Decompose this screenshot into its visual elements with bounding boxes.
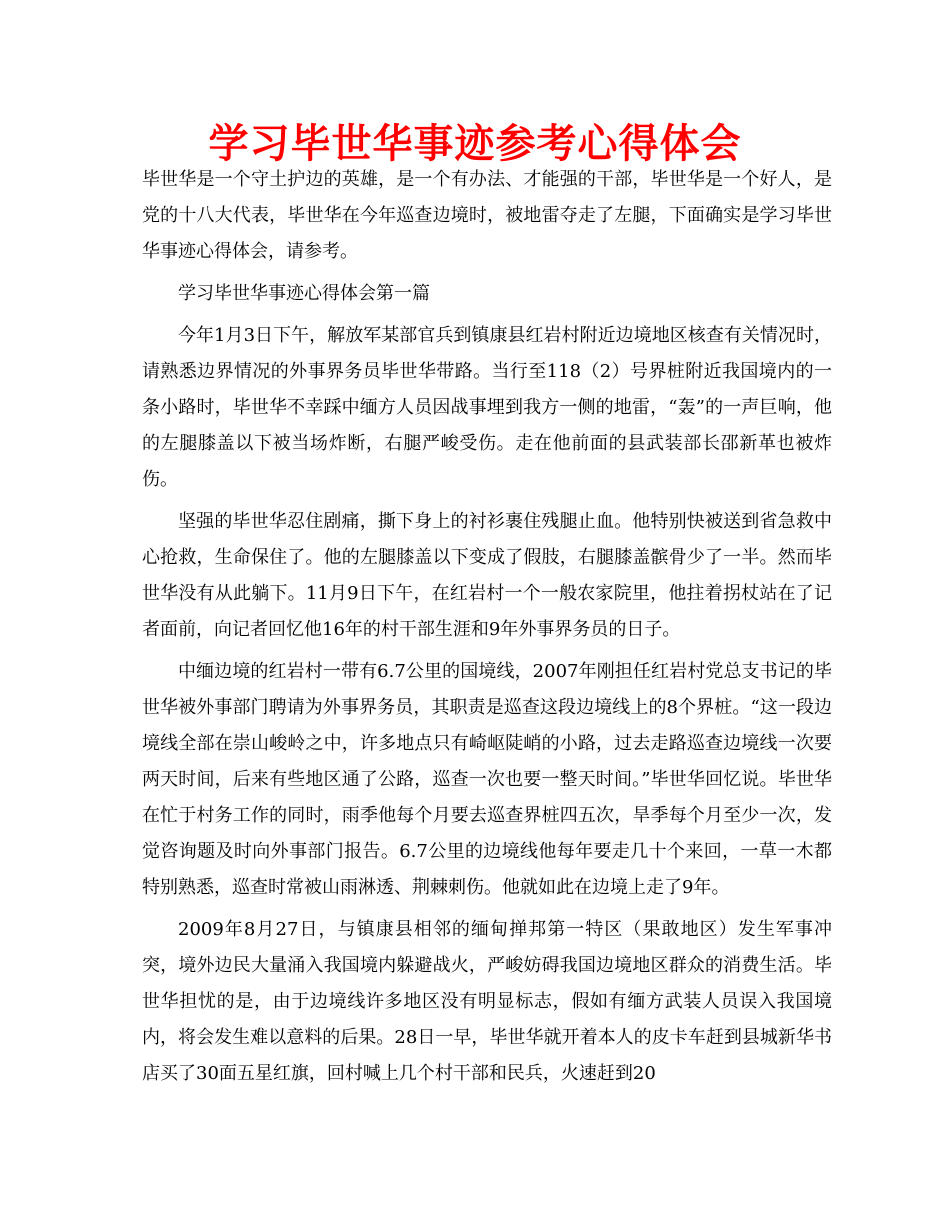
body-paragraph: 2009年8月27日，与镇康县相邻的缅甸掸邦第一特区（果敢地区）发生军事冲突，境外边民大量涌入我国境内躲避战火，严峻妨碍我国边境地区群众的消费生活。毕世华担忧的是，由于边境线许多地区没有明显标志，假如有缅方武装人员误入我国境内，将会发生难以意料的后果。28日一早，毕世华就开着本人的皮卡车赶到县城新华书店买了30面五星红旗，回村喊上几个村干部和民兵，火速赶到20 <box>142 919 832 1084</box>
body-paragraph: 中缅边境的红岩村一带有6.7公里的国境线，2007年刚担任红岩村党总支书记的毕世华被外事部门聘请为外事界务员，其职责是巡查这段边境线上的8个界桩。“这一段边境线全部在崇山峻岭之中，许多地点只有崎岖陡峭的小路，过去走路巡查边境线一次要两天时间，后来有些地区通了公路，巡查一次也要一整天时间。”毕世华回忆说。毕世华在忙于村务工作的同时，雨季他每个月要去巡查界桩四五次，旱季每个月至少一次，发觉咨询题及时向外事部门报告。6.7公里的边境线他每年要走几十个来回，一草一木都特别熟悉，巡查时常被山雨淋透、荆棘刺伤。他就如此在边境上走了9年。 <box>142 661 832 898</box>
body-paragraph: 今年1月3日下午，解放军某部官兵到镇康县红岩村附近边境地区核查有关情况时，请熟悉边界情况的外事界务员毕世华带路。当行至118（2）号界桩附近我国境内的一条小路时，毕世华不幸踩中缅方人员因战事埋到我方一侧的地雷，“轰”的一声巨响，他的左腿膝盖以下被当场炸断，右腿严峻受伤。走在他前面的县武装部长邵新革也被炸伤。 <box>142 325 832 490</box>
document-title: 学习毕世华事迹参考心得体会 <box>208 121 742 167</box>
body-paragraph: 坚强的毕世华忍住剧痛，撕下身上的衬衫裹住残腿止血。他特别快被送到省急救中心抢救，生命保住了。他的左腿膝盖以下变成了假肢，右腿膝盖髌骨少了一半。然而毕世华没有从此躺下。11月9日下午，在红岩村一个一般农家院里，他拄着拐杖站在了记者面前，向记者回忆他16年的村干部生涯和9年外事界务员的日子。 <box>142 511 832 640</box>
intro-paragraph: 毕世华是一个守土护边的英雄，是一个有办法、才能强的干部，毕世华是一个好人，是党的十八大代表，毕世华在今年巡查边境时，被地雷夺走了左腿，下面确实是学习毕世华事迹心得体会，请参考。 <box>142 169 832 262</box>
section-heading: 学习毕世华事迹心得体会第一篇 <box>178 283 430 304</box>
document-body <box>142 162 832 1098</box>
